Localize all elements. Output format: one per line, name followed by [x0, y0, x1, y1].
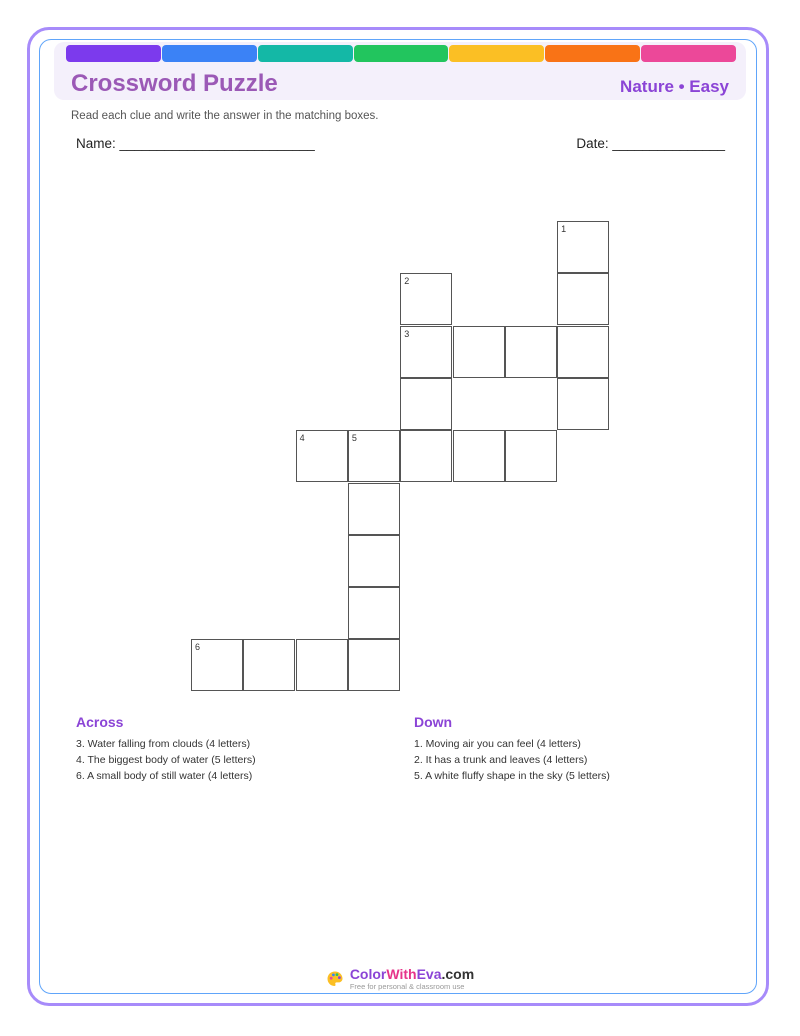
- grid-cell[interactable]: [400, 430, 452, 482]
- grid-cell[interactable]: [505, 326, 557, 378]
- clue-item: 4. The biggest body of water (5 letters): [76, 754, 256, 766]
- footer: [0, 966, 800, 993]
- instructions-text: Read each clue and write the answer in the matching boxes.: [71, 110, 379, 122]
- clue-item: 3. Water falling from clouds (4 letters): [76, 738, 251, 750]
- grid-cell[interactable]: [296, 639, 348, 691]
- across-clue-list: [76, 736, 256, 784]
- grid-cell[interactable]: [557, 221, 609, 273]
- brand-logo: ColorWithEva.com Free for personal & classroom use: [349, 966, 475, 991]
- grid-cell[interactable]: [191, 639, 243, 691]
- name-field[interactable]: Name: __________________________: [76, 136, 315, 151]
- across-clues: [76, 713, 256, 784]
- grid-cell[interactable]: [400, 378, 452, 430]
- clue-number: 4: [299, 433, 305, 444]
- grid-cell[interactable]: [348, 639, 400, 691]
- grid-cell[interactable]: [348, 430, 400, 482]
- clue-number: 6: [195, 642, 201, 653]
- grid-cell[interactable]: [557, 378, 609, 430]
- grid-cell[interactable]: [348, 483, 400, 535]
- theme-difficulty-label: Nature • Easy: [620, 77, 729, 96]
- grid-cell[interactable]: [453, 326, 505, 378]
- clue-number: 2: [404, 276, 410, 287]
- stripe-segment: [449, 45, 544, 62]
- stripe-segment: [545, 45, 640, 62]
- clue-number: 5: [351, 433, 357, 444]
- clue-item: 6. A small body of still water (4 letters): [76, 770, 253, 782]
- clue-number: 3: [404, 328, 410, 339]
- grid-cell[interactable]: [557, 273, 609, 325]
- grid-cell[interactable]: [348, 587, 400, 639]
- clue-item: 1. Moving air you can feel (4 letters): [414, 738, 581, 750]
- down-clues: [414, 713, 610, 784]
- grid-cell[interactable]: [400, 326, 452, 378]
- clue-item: 2. It has a trunk and leaves (4 letters): [414, 754, 588, 766]
- stripe-segment: [162, 45, 257, 62]
- stripe-segment: [354, 45, 449, 62]
- grid-cell[interactable]: [505, 430, 557, 482]
- grid-cell[interactable]: [453, 430, 505, 482]
- date-field[interactable]: Date: _______________: [576, 136, 725, 151]
- across-heading: Across: [76, 714, 124, 730]
- grid-cell[interactable]: [400, 273, 452, 325]
- stripe-segment: [641, 45, 736, 62]
- stripe-segment: [66, 45, 161, 62]
- grid-cell[interactable]: [296, 430, 348, 482]
- grid-cell[interactable]: [243, 639, 295, 691]
- stripe-segment: [258, 45, 353, 62]
- clue-item: 5. A white fluffy shape in the sky (5 letters): [414, 770, 610, 782]
- down-clue-list: [414, 736, 610, 784]
- footer-tagline: Free for personal & classroom use: [349, 982, 465, 991]
- grid-cell[interactable]: [557, 326, 609, 378]
- down-heading: Down: [414, 714, 453, 730]
- rainbow-stripe: [66, 45, 736, 62]
- grid-cell[interactable]: [348, 535, 400, 587]
- page-title: Crossword Puzzle: [71, 70, 278, 97]
- clue-number: 1: [561, 224, 567, 234]
- palette-icon: [326, 970, 344, 988]
